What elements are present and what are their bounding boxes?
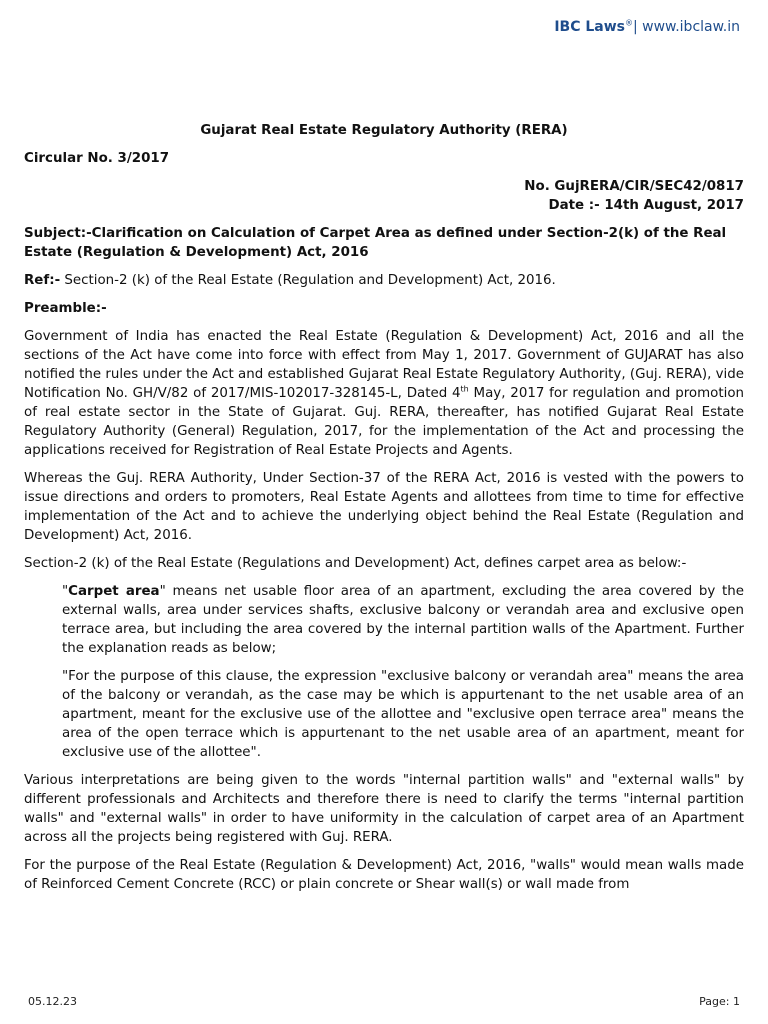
quote-carpet-area-text: " means net usable floor area of an apartment, excluding the area covered by the external walls, area under services shafts, exclusive balcony or verandah area and exclusive open terrace area, but including the area covered by the internal partition walls of the Apartment. Further the explanation reads as below;	[62, 584, 744, 656]
ref-label: Ref:-	[24, 273, 61, 288]
quote-open-mark: "	[62, 584, 69, 599]
paragraph-government-part1: Government of India has enacted the Real Estate (Regulation & Development) Act, 2016 and all the sections of the Act have come into force with effect from May 1, 2017. Government of GUJARAT has also notified the rules under the Act and established Gujarat Real Estate Regulatory Authority, (Guj. RERA), vide Notification No. GH/V/82 of 2017/MIS-102017-328145-L, Dated 4	[24, 329, 744, 401]
circular-number: Circular No. 3/2017	[24, 151, 170, 166]
paragraph-government-part2: May, 2017 for regulation and promotion of real estate sector in the State of Gujarat. Guj. RERA, thereafter, has notified Gujarat Real Estate Regulatory Authority (General) Regulation, 2017, for the implementation of the Act and processing the applications received for Registration of Real Estate Projects and Agents.	[24, 386, 744, 458]
registered-mark: ®	[624, 18, 633, 28]
preamble-heading: Preamble:-	[24, 301, 107, 316]
paragraph-government	[24, 327, 744, 460]
ref-text: Section-2 (k) of the Real Estate (Regulation and Development) Act, 2016.	[60, 273, 556, 288]
subject-line: Subject:-Clarification on Calculation of Carpet Area as defined under Section-2(k) of the Real Estate (Regulation & Development) Act, 2016	[24, 226, 727, 260]
page-number: Page: 1	[699, 995, 740, 1008]
quote-carpet-area	[62, 582, 744, 658]
paragraph-whereas: Whereas the Guj. RERA Authority, Under Section-37 of the RERA Act, 2016 is vested with the powers to issue directions and orders to promoters, Real Estate Agents and allottees from time to time for effective implementation of the Act and to achieve the underlying object behind the Real Estate (Regulation and Development) Act, 2016.	[24, 471, 744, 543]
quote-explanation: "For the purpose of this clause, the expression "exclusive balcony or verandah area" means the area of the balcony or verandah, as the case may be which is appurtenant to the net usable area of an apartment, meant for the exclusive use of the allottee and "exclusive open terrace area" means the area of the open terrace which is appurtenant to the net usable area of an apartment, meant for exclusive use of the allottee".	[62, 669, 744, 760]
authority-title: Gujarat Real Estate Regulatory Authority (RERA)	[200, 123, 568, 138]
site-header	[554, 19, 740, 35]
brand-name: IBC Laws	[554, 19, 625, 35]
paragraph-section-definition: Section-2 (k) of the Real Estate (Regulations and Development) Act, defines carpet area as below:-	[24, 556, 687, 571]
ref-line	[24, 271, 744, 290]
ordinal-superscript: th	[460, 384, 469, 394]
carpet-area-term: Carpet area	[68, 584, 160, 599]
header-separator: |	[632, 19, 638, 35]
paragraph-walls-definition: For the purpose of the Real Estate (Regulation & Development) Act, 2016, "walls" would mean walls made of Reinforced Cement Concrete (RCC) or plain concrete or Shear wall(s) or wall made from	[24, 858, 744, 892]
reference-number: No. GujRERA/CIR/SEC42/0817	[524, 179, 744, 194]
paragraph-interpretations: Various interpretations are being given to the words "internal partition walls" and "external walls" by different professionals and Architects and therefore there is need to clarify the terms "internal partition walls" and "external walls" in order to have uniformity in the calculation of carpet area of an Apartment across all the projects being registered with Guj. RERA.	[24, 773, 744, 845]
footer-date: 05.12.23	[28, 995, 77, 1008]
document-body	[24, 121, 744, 903]
circular-date: Date :- 14th August, 2017	[548, 198, 744, 213]
site-link[interactable]: www.ibclaw.in	[642, 19, 740, 35]
